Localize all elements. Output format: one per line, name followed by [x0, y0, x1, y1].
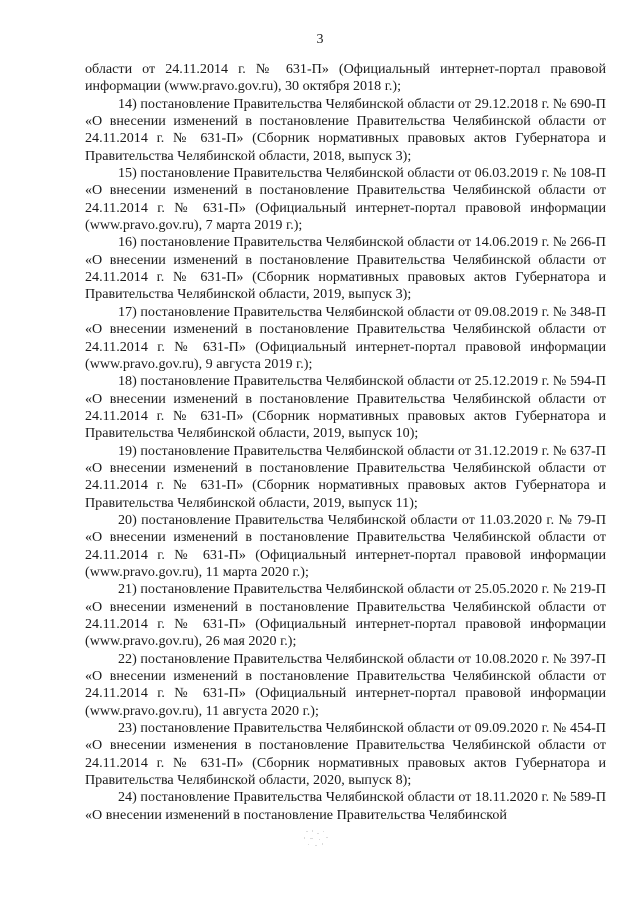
list-item-22: 22) постановление Правительства Челябинской области от 10.08.2020 г. № 397-П «О внесении изменений в постановление Правительства Челябинской области от 24.11.2014 г. № 631-П» (Официальный интернет-портал правовой информации (www.pravo.gov.ru), 11 августа 2020 г.); [85, 650, 606, 719]
list-item-20: 20) постановление Правительства Челябинской области от 11.03.2020 г. № 79-П «О внесении изменений в постановление Правительства Челябинской области от 24.11.2014 г. № 631-П» (Официальный интернет-портал правовой информации (www.pravo.gov.ru), 11 марта 2020 г.); [85, 511, 606, 580]
list-item-21: 21) постановление Правительства Челябинской области от 25.05.2020 г. № 219-П «О внесении изменений в постановление Правительства Челябинской области от 24.11.2014 г. № 631-П» (Официальный интернет-портал правовой информации (www.pravo.gov.ru), 26 мая 2020 г.); [85, 581, 606, 650]
list-item-18: 18) постановление Правительства Челябинской области от 25.12.2019 г. № 594-П «О внесении изменений в постановление Правительства Челябинской области от 24.11.2014 г. № 631-П» (Сборник нормативных правовых актов Губернатора и Правительства Челябинской области, 2019, выпуск 10); [85, 373, 606, 442]
page-number: 3 [316, 32, 324, 47]
document-body [85, 61, 606, 824]
list-item-17: 17) постановление Правительства Челябинской области от 09.08.2019 г. № 348-П «О внесении изменений в постановление Правительства Челябинской области от 24.11.2014 г. № 631-П» (Официальный интернет-портал правовой информации (www.pravo.gov.ru), 9 августа 2019 г.); [85, 303, 606, 372]
continuation-paragraph: области от 24.11.2014 г. № 631-П» (Официальный интернет-портал правовой информации (www.pravo.gov.ru), 30 октября 2018 г.); [85, 61, 606, 95]
scan-smudge [300, 828, 334, 850]
list-item-16: 16) постановление Правительства Челябинской области от 14.06.2019 г. № 266-П «О внесении изменений в постановление Правительства Челябинской области от 24.11.2014 г. № 631-П» (Сборник нормативных правовых актов Губернатора и Правительства Челябинской области, 2019, выпуск 3); [85, 234, 606, 303]
list-item-14: 14) постановление Правительства Челябинской области от 29.12.2018 г. № 690-П «О внесении изменений в постановление Правительства Челябинской области от 24.11.2014 г. № 631-П» (Сборник нормативных правовых актов Губернатора и Правительства Челябинской области, 2018, выпуск 3); [85, 95, 606, 164]
list-item-24: 24) постановление Правительства Челябинской области от 18.11.2020 г. № 589-П «О внесении изменений в постановление Правительства Челябинской [85, 789, 606, 823]
list-item-19: 19) постановление Правительства Челябинской области от 31.12.2019 г. № 637-П «О внесении изменений в постановление Правительства Челябинской области от 24.11.2014 г. № 631-П» (Сборник нормативных правовых актов Губернатора и Правительства Челябинской области, 2019, выпуск 11); [85, 442, 606, 511]
list-item-23: 23) постановление Правительства Челябинской области от 09.09.2020 г. № 454-П «О внесении изменения в постановление Правительства Челябинской области от 24.11.2014 г. № 631-П» (Сборник нормативных правовых актов Губернатора и Правительства Челябинской области, 2020, выпуск 8); [85, 720, 606, 789]
list-item-15: 15) постановление Правительства Челябинской области от 06.03.2019 г. № 108-П «О внесении изменений в постановление Правительства Челябинской области от 24.11.2014 г. № 631-П» (Официальный интернет-портал правовой информации (www.pravo.gov.ru), 7 марта 2019 г.); [85, 165, 606, 234]
